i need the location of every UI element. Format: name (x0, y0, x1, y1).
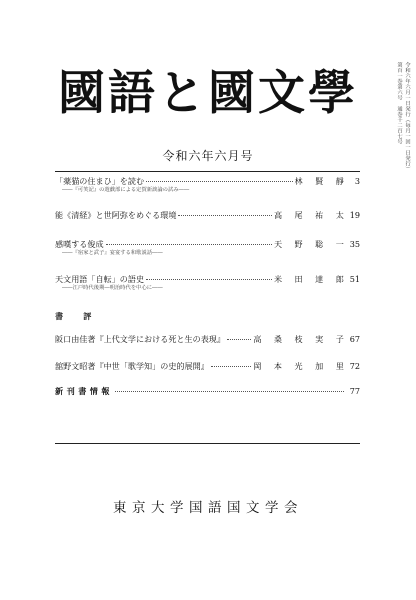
toc-entry-review-1 (55, 334, 360, 345)
issue-label: 令和六年六月号 (162, 149, 254, 163)
article-author: 米 田 達 郎 (273, 274, 346, 284)
article-title: 「薬猫の住まひ」を読む (55, 176, 145, 186)
article-title: 感嘆する俊成 (55, 239, 104, 249)
review-title: 舘野文昭著『中世「歌学知」の史的展開』 (55, 361, 209, 371)
article-author: 林 賢 靜 (294, 176, 346, 186)
article-author: 天 野 聡 一 (273, 239, 346, 249)
divider-top (55, 171, 360, 172)
leader-dots (106, 244, 272, 245)
publisher-name: 東京大学国語国文学会 (113, 500, 303, 516)
divider-bottom (55, 443, 360, 444)
leader-dots (211, 366, 252, 367)
leader-dots (146, 181, 292, 182)
article-page: 3 (354, 176, 360, 186)
review-author: 岡 本 光 加 里 (253, 361, 346, 371)
leader-dots (146, 279, 272, 280)
article-subtitle: ――江戸時代後期―明治時代を中心に―― (62, 285, 163, 291)
article-subtitle: ――『宿家と武子』宴宴する和歌説話―― (62, 250, 163, 256)
review-page: 72 (349, 361, 360, 371)
article-title: 天文用語「自転」の語史 (55, 274, 145, 284)
toc-entry-article-1 (55, 176, 360, 194)
review-author: 高 桑 枝 実 子 (253, 334, 346, 344)
leader-dots (227, 339, 251, 340)
article-author: 高 尾 祐 太 (273, 210, 346, 220)
new-books-page: 77 (349, 386, 360, 396)
article-page: 19 (349, 210, 360, 220)
article-page: 51 (349, 274, 360, 284)
article-page: 35 (349, 239, 360, 249)
toc-entry-article-2 (55, 210, 360, 221)
article-title: 能《清経》と世阿弥をめぐる環境 (55, 210, 177, 220)
volume-number-line: 第百一巻第六号 通巻千二百七号 (396, 62, 402, 145)
reviews-heading: 書 評 (55, 311, 98, 321)
journal-title: 國語と國文學 (58, 66, 358, 121)
article-subtitle: ――『可笑記』の遊戯部による定賀新談論の試み―― (62, 187, 190, 193)
leader-dots (178, 215, 272, 216)
review-page: 67 (349, 334, 360, 344)
table-of-contents (55, 176, 360, 397)
issue-date-line: 令和六年六月一日発行（毎月一回一日発行） (404, 62, 410, 172)
leader-dots (115, 391, 344, 392)
new-books-title: 新刊書情報 (55, 386, 113, 396)
toc-entry-new-books (55, 386, 360, 397)
toc-entry-article-3 (55, 239, 360, 257)
toc-entry-review-2 (55, 361, 360, 372)
toc-entry-article-4 (55, 274, 360, 292)
review-title: 阪口由佳著『上代文学における死と生の表現』 (55, 334, 225, 344)
